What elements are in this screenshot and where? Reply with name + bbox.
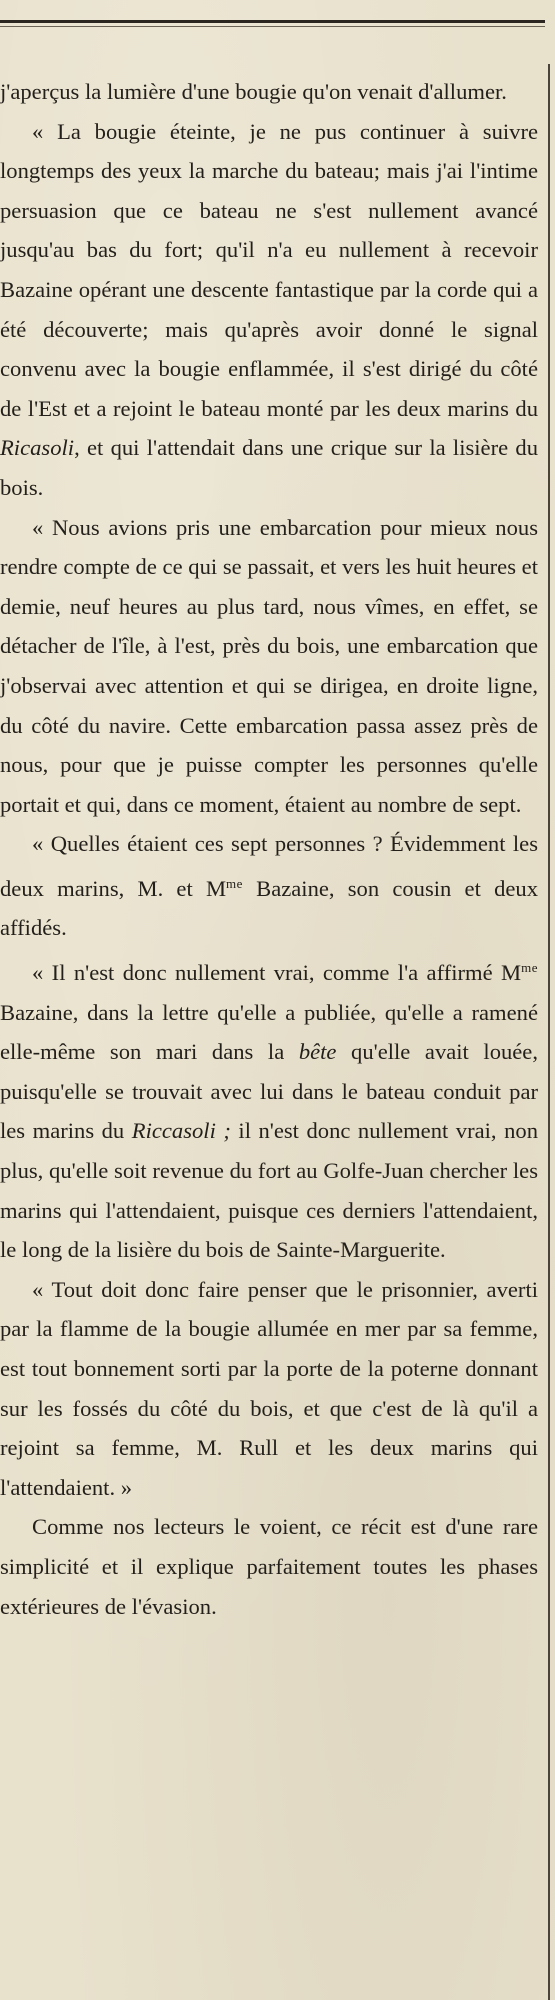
paragraph-2-text-a: « La bougie éteinte, je ne pus continuer à suivre longtemps des yeux la marche du bateau; mais j'ai l'intime persuasion que ce bateau ne s'est nullement avancé jusqu'au bas du fort; qu'il n'a eu nullement à recevoir Bazaine opérant une descente fantastique par la corde qui a été découverte; mais qu'après avoir donné le signal convenu avec la bougie enflammée, il s'est dirigé du côté de l'Est et a rejoint le bateau monté par les deux marins du — [0, 118, 538, 421]
paragraph-7 — [0, 1507, 538, 1626]
paragraph-7-text: Comme nos lecteurs le voient, ce récit est d'une rare simplicité et il explique parfaitement toutes les phases extérieures de l'évasion. — [0, 1514, 538, 1619]
paragraph-2-text-b: , et qui l'attendait dans une crique sur la lisière du bois. — [0, 435, 538, 500]
madame-superscript: me — [521, 960, 538, 976]
paragraph-1 — [0, 72, 538, 112]
paragraph-4 — [0, 824, 538, 948]
paragraph-6-text: « Tout doit donc faire penser que le prisonnier, averti par la flamme de la bougie allumée en mer par sa femme, est tout bonnement sorti par la porte de la poterne donnant sur les fossés du côté du bois, et que c'est de là qu'il a rejoint sa femme, M. Rull et les deux marins qui l'attendaient. » — [0, 1276, 538, 1500]
article-column — [0, 72, 538, 1626]
paragraph-1-text: j'aperçus la lumière d'une bougie qu'on venait d'allumer. — [0, 79, 507, 104]
paragraph-2 — [0, 112, 538, 508]
paragraph-5 — [0, 948, 538, 1270]
paragraph-5-text-a: « Il n'est donc nullement vrai, comme l'a affirmé M — [32, 960, 522, 986]
paragraph-5-text-b: Bazaine, dans la lettre qu'elle a publiée, qu'elle a ramené elle-même son mari dans la — [0, 999, 538, 1065]
paragraph-3 — [0, 508, 538, 825]
ship-name-riccasoli: Riccasoli ; — [131, 1118, 231, 1144]
paragraph-5-text-c: qu'elle avait louée, puisqu'elle se trouvait avec lui dans le bateau conduit par les marins du — [0, 1039, 538, 1144]
madame-superscript: me — [226, 875, 243, 891]
paragraph-5-text-d: il n'est donc nullement vrai, non plus, qu'elle soit revenue du fort au Golfe-Juan chercher les marins qui l'attendaient, puisque ces derniers l'attendaient, le long de la lisière du bois de Sainte-Marguerite. — [0, 1118, 538, 1263]
top-rule-thin — [0, 26, 545, 27]
paragraph-3-text: « Nous avions pris une embarcation pour mieux nous rendre compte de ce qui se passait, et vers les huit heures et demie, neuf heures au plus tard, nous vîmes, en effet, se détacher de l'île, à l'est, près du bois, une embarcation que j'observai avec attention et qui se dirigea, en droite ligne, du côté du navire. Cette embarcation passa assez près de nous, pour que je puisse compter les personnes qu'elle portait et qui, dans ce moment, étaient au nombre de sept. — [0, 514, 538, 817]
top-rule — [0, 20, 545, 23]
ship-name-ricasoli: Ricasoli — [0, 435, 75, 461]
paragraph-6 — [0, 1270, 538, 1508]
column-rule — [548, 64, 550, 2000]
italic-bete: bête — [298, 1039, 337, 1065]
paragraph-4-text-b: Bazaine, son cousin et deux affidés. — [0, 875, 538, 941]
paragraph-4-text-a: « Quelles étaient ces sept personnes ? Évidemment les deux marins, M. et M — [0, 831, 538, 901]
